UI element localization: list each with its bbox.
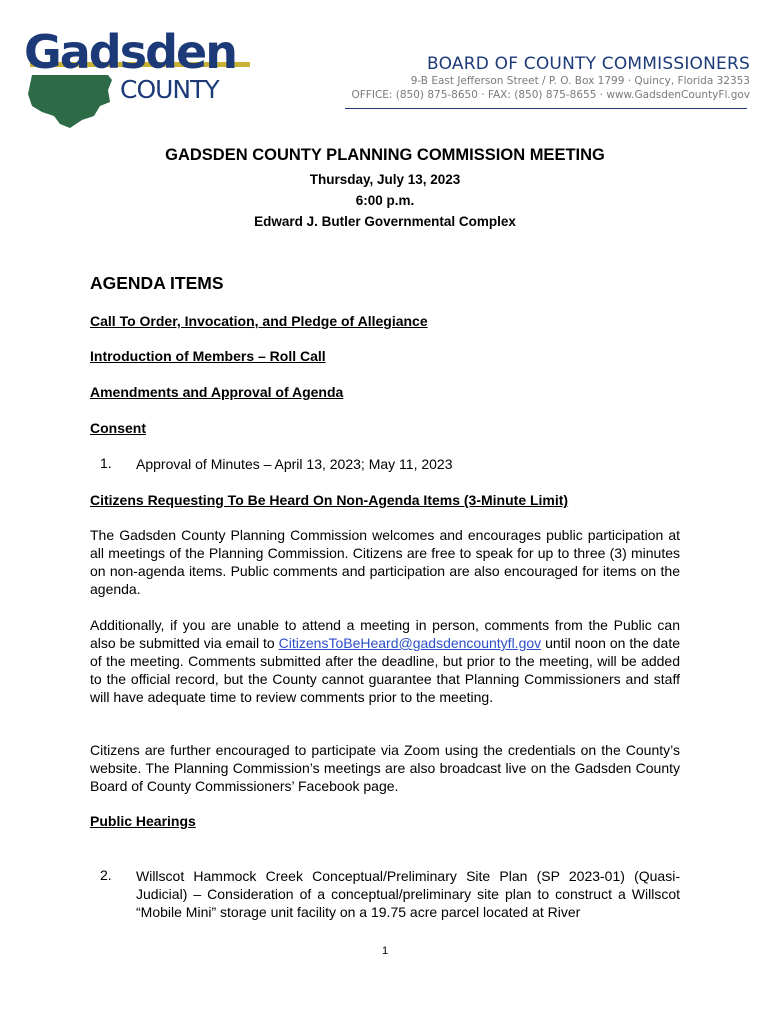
letterhead-office: OFFICE: (850) 875-8650 · FAX: (850) 875-8655 · www.GadsdenCountyFl.gov (351, 89, 750, 101)
logo-word: Gadsden (24, 25, 236, 79)
meeting-title: GADSDEN COUNTY PLANNING COMMISSION MEETING (165, 146, 605, 164)
county-map-shape (28, 75, 112, 128)
paragraph-email-lead: Additionally, if you are unable to attend a meeting in person, comments from the Public can also be submitted via email to (90, 617, 680, 651)
letterhead (0, 0, 770, 135)
meeting-location: Edward J. Butler Governmental Complex (254, 214, 516, 229)
email-link[interactable]: CitizensToBeHeard@gadsdencountyfl.gov (278, 635, 542, 651)
section-roll-call: Introduction of Members – Roll Call (90, 348, 326, 364)
section-consent: Consent (90, 420, 146, 436)
section-citizens: Citizens Requesting To Be Heard On Non-Agenda Items (3-Minute Limit) (90, 492, 569, 508)
board-title: BOARD OF COUNTY COMMISSIONERS (427, 54, 750, 74)
agenda-heading: AGENDA ITEMS (90, 273, 224, 293)
letterhead-address: 9-B East Jefferson Street / P. O. Box 1799 · Quincy, Florida 32353 (410, 75, 750, 87)
item-1-number: 1. (100, 455, 112, 471)
section-call-to-order: Call To Order, Invocation, and Pledge of Allegiance (90, 313, 428, 329)
paragraph-zoom: Citizens are further encouraged to participate via Zoom using the credentials on the County’s website. The Planning Commission’s meetings are also broadcast live on the Gadsden County Board of County Commissioners’ Facebook page. (90, 742, 680, 794)
item-2-number: 2. (100, 867, 112, 883)
paragraph-email-comments (90, 616, 680, 706)
paragraph-email-rest: until noon on the date of the meeting. Comments submitted after the deadline, but prior to the meeting, will be added to the official record, but the County cannot guarantee that Planning Commissioners and staff will have adequate time to review comments prior to the meeting. (90, 635, 680, 705)
section-amendments: Amendments and Approval of Agenda (90, 384, 344, 400)
paragraph-participation: The Gadsden County Planning Commission welcomes and encourages public participation at all meetings of the Planning Commission. Citizens are free to speak for up to three (3) minutes on non-agenda items. Public comments and participation are also encouraged for items on the agenda. (90, 527, 680, 597)
page-number: 1 (381, 945, 389, 957)
section-public-hearings: Public Hearings (90, 813, 196, 829)
meeting-date: Thursday, July 13, 2023 (309, 172, 461, 187)
meeting-time: 6:00 p.m. (355, 193, 415, 208)
item-2-text: Willscot Hammock Creek Conceptual/Preliminary Site Plan (SP 2023-01) (Quasi-Judicial) – Consideration of a conceptual/preliminary site plan to construct a Willscot “Mobile Mini” storage unit facility on a 19.75 acre parcel located at River (136, 868, 680, 920)
logo-county: COUNTY (120, 75, 219, 104)
gadsden-county-logo (20, 20, 260, 132)
letterhead-divider (345, 108, 747, 109)
item-1-text: Approval of Minutes – April 13, 2023; May 11, 2023 (136, 456, 453, 472)
